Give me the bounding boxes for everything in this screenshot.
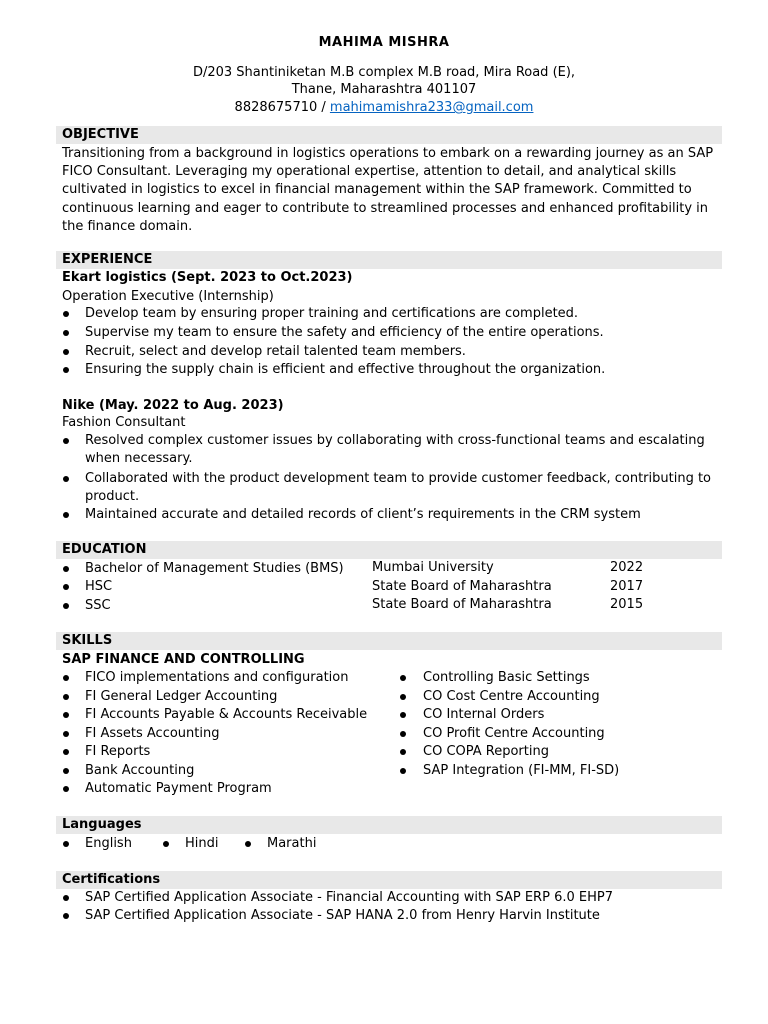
language-item: English bbox=[85, 836, 132, 851]
contact-separator: / bbox=[317, 100, 330, 115]
language-item: Hindi bbox=[185, 836, 219, 851]
skill-item: Controlling Basic Settings bbox=[423, 670, 590, 685]
bullet-icon bbox=[400, 712, 406, 718]
education-degree: Bachelor of Management Studies (BMS) bbox=[85, 561, 344, 576]
skill-item: FI Reports bbox=[85, 744, 151, 759]
bullet-icon bbox=[63, 913, 69, 919]
bullet-icon bbox=[63, 749, 69, 755]
objective-text: Transitioning from a background in logistics operations to embark on a rewarding journey as an SAP FICO Consultant. Leveraging my operational expertise, attention to detail, and analytical skills cultivated in logistics to excel in financial management within the SAP framework. Committed to continuous learning and eager to contribute to streamlined processes and enhanced profitability in the finance domain. bbox=[62, 146, 714, 234]
education-board: State Board of Maharashtra bbox=[372, 579, 552, 594]
skill-item: FI Accounts Payable & Accounts Receivable bbox=[85, 707, 368, 722]
languages-heading: Languages bbox=[62, 817, 142, 832]
bullet-icon bbox=[63, 311, 69, 317]
skill-item: CO Cost Centre Accounting bbox=[423, 689, 600, 704]
job-bullet: Ensuring the supply chain is efficient and effective throughout the organization. bbox=[85, 362, 606, 377]
bullet-icon bbox=[63, 786, 69, 792]
skill-item: Automatic Payment Program bbox=[85, 781, 272, 796]
bullet-icon bbox=[63, 603, 69, 609]
email-link[interactable]: mahimamishra233@gmail.com bbox=[329, 100, 534, 115]
job-bullet: Resolved complex customer issues by collaborating with cross-functional teams and escalating when necessary. bbox=[85, 433, 705, 466]
skill-item: FI Assets Accounting bbox=[85, 726, 220, 741]
skill-item: FICO implementations and configuration bbox=[85, 670, 349, 685]
education-section-header bbox=[56, 541, 722, 559]
bullet-icon bbox=[400, 749, 406, 755]
skill-item: FI General Ledger Accounting bbox=[85, 689, 278, 704]
bullet-icon bbox=[400, 694, 406, 700]
address-line-2: Thane, Maharashtra 401107 bbox=[291, 82, 477, 97]
skills-heading: SKILLS bbox=[62, 633, 113, 648]
education-board: State Board of Maharashtra bbox=[372, 597, 552, 612]
objective-section-header bbox=[56, 126, 722, 144]
language-item: Marathi bbox=[267, 836, 317, 851]
education-degree: HSC bbox=[85, 579, 113, 594]
job-company: Nike (May. 2022 to Aug. 2023) bbox=[62, 398, 284, 413]
bullet-icon bbox=[400, 675, 406, 681]
skill-item: Bank Accounting bbox=[85, 763, 195, 778]
education-year: 2017 bbox=[610, 579, 644, 594]
experience-heading: EXPERIENCE bbox=[62, 252, 153, 267]
education-degree: SSC bbox=[85, 598, 111, 613]
certification-item: SAP Certified Application Associate - Financial Accounting with SAP ERP 6.0 EHP7 bbox=[85, 890, 613, 905]
education-board: Mumbai University bbox=[372, 560, 494, 575]
certifications-heading: Certifications bbox=[62, 872, 161, 887]
certification-item: SAP Certified Application Associate - SAP HANA 2.0 from Henry Harvin Institute bbox=[85, 908, 600, 923]
bullet-icon bbox=[63, 367, 69, 373]
address-line-1: D/203 Shantiniketan M.B complex M.B road, Mira Road (E), bbox=[192, 65, 576, 80]
job-role: Operation Executive (Internship) bbox=[62, 289, 274, 304]
skill-item: CO Profit Centre Accounting bbox=[423, 726, 605, 741]
bullet-icon bbox=[63, 438, 69, 444]
bullet-icon bbox=[63, 566, 69, 572]
bullet-icon bbox=[63, 694, 69, 700]
phone-number: 8828675710 bbox=[234, 100, 318, 115]
bullet-icon bbox=[63, 895, 69, 901]
bullet-icon bbox=[63, 712, 69, 718]
bullet-icon bbox=[63, 476, 69, 482]
bullet-icon bbox=[63, 584, 69, 590]
job-bullet: Develop team by ensuring proper training and certifications are completed. bbox=[85, 306, 579, 321]
education-heading: EDUCATION bbox=[62, 542, 147, 557]
job-bullet: Collaborated with the product development team to provide customer feedback, contributing to product. bbox=[85, 471, 712, 504]
bullet-icon bbox=[63, 512, 69, 518]
certifications-section-header bbox=[56, 871, 722, 889]
experience-section-header bbox=[56, 251, 722, 269]
job-bullet: Maintained accurate and detailed records of client’s requirements in the CRM system bbox=[85, 507, 641, 522]
bullet-icon bbox=[63, 731, 69, 737]
skill-item: CO Internal Orders bbox=[423, 707, 545, 722]
skills-subheading: SAP FINANCE AND CONTROLLING bbox=[62, 652, 305, 667]
job-bullet: Supervise my team to ensure the safety and efficiency of the entire operations. bbox=[85, 325, 604, 340]
bullet-icon bbox=[400, 731, 406, 737]
bullet-icon bbox=[400, 768, 406, 774]
objective-heading: OBJECTIVE bbox=[62, 127, 139, 142]
bullet-icon bbox=[63, 841, 69, 847]
bullet-icon bbox=[63, 349, 69, 355]
job-bullet: Recruit, select and develop retail talented team members. bbox=[85, 344, 466, 359]
resume-name: MAHIMA MISHRA bbox=[318, 35, 450, 50]
job-company: Ekart logistics (Sept. 2023 to Oct.2023) bbox=[62, 270, 353, 285]
bullet-icon bbox=[63, 675, 69, 681]
bullet-icon bbox=[63, 768, 69, 774]
contact-line bbox=[0, 99, 768, 117]
education-year: 2022 bbox=[610, 560, 644, 575]
education-year: 2015 bbox=[610, 597, 644, 612]
languages-section-header bbox=[56, 816, 722, 834]
bullet-icon bbox=[163, 841, 169, 847]
bullet-icon bbox=[245, 841, 251, 847]
skill-item: SAP Integration (FI-MM, FI-SD) bbox=[423, 763, 620, 778]
job-role: Fashion Consultant bbox=[62, 415, 186, 430]
skills-section-header bbox=[56, 632, 722, 650]
skill-item: CO COPA Reporting bbox=[423, 744, 549, 759]
bullet-icon bbox=[63, 330, 69, 336]
